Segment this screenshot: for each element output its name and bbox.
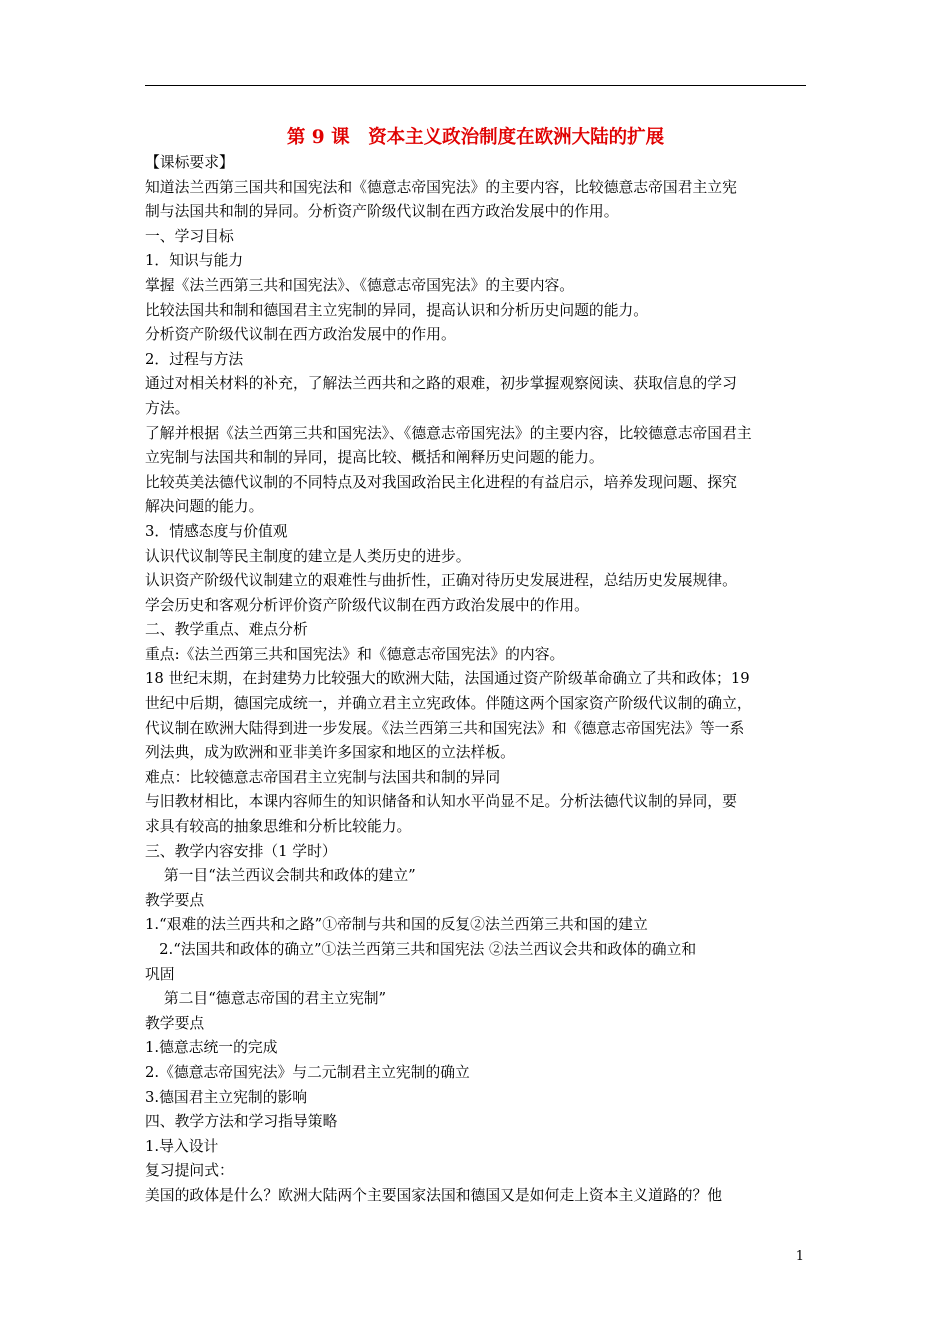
text-line: 认识资产阶级代议制建立的艰难性与曲折性，正确对待历史发展进程，总结历史发展规律。 [145, 572, 737, 590]
text-line: 比较英美法德代议制的不同特点及对我国政治民主化进程的有益启示，培养发现问题、探究 [145, 473, 737, 491]
text-line: 四、教学方法和学习指导策略 [145, 1113, 338, 1131]
text-line: 1．知识与能力 [145, 252, 244, 270]
text-line: 方法。 [145, 399, 190, 417]
text-line: 知道法兰西第三国共和国宪法和《德意志帝国宪法》的主要内容，比较德意志帝国君主立宪 [145, 178, 737, 196]
text-line: 2.“法国共和政体的确立”①法兰西第三共和国宪法 ②法兰西议会共和政体的确立和 [145, 941, 697, 958]
text-line: 了解并根据《法兰西第三共和国宪法》、《德意志帝国宪法》的主要内容，比较德意志帝国君主 [145, 424, 752, 442]
text-line: 复习提问式： [145, 1162, 234, 1180]
text-line: 世纪中后期，德国完成统一，并确立君主立宪政体。伴随这两个国家资产阶级代议制的确立， [145, 695, 752, 713]
text-line: 与旧教材相比，本课内容师生的知识储备和认知水平尚显不足。分析法德代议制的异同，要 [145, 793, 737, 811]
text-line: 列法典，成为欧洲和亚非美许多国家和地区的立法样板。 [145, 744, 515, 762]
text-line: 1.“艰难的法兰西共和之路”①帝制与共和国的反复②法兰西第三共和国的建立 [145, 916, 648, 934]
text-line: 认识代议制等民主制度的建立是人类历史的进步。 [145, 547, 471, 565]
text-line: 二、教学重点、难点分析 [145, 621, 308, 639]
text-line: 2.《德意志帝国宪法》与二元制君主立宪制的确立 [145, 1063, 470, 1081]
text-line: 3．情感态度与价值观 [145, 522, 288, 540]
text-line: 【课标要求】 [145, 154, 234, 171]
text-line: 2．过程与方法 [145, 350, 244, 368]
text-line: 第二目“德意志帝国的君主立宪制” [145, 990, 387, 1008]
page-number: 1 [795, 1249, 804, 1264]
text-line: 重点:《法兰西第三共和国宪法》和《德意志帝国宪法》的内容。 [145, 645, 565, 663]
header-rule [145, 85, 806, 86]
text-line: 一、学习目标 [145, 227, 234, 245]
text-line: 代议制在欧洲大陆得到进一步发展。《法兰西第三共和国宪法》和《德意志帝国宪法》等一系 [145, 719, 745, 737]
text-line: 巩固 [145, 965, 175, 983]
text-line: 掌握《法兰西第三共和国宪法》、《德意志帝国宪法》的主要内容。 [145, 276, 575, 294]
text-line: 制与法国共和制的异同。分析资产阶级代议制在西方政治发展中的作用。 [145, 203, 619, 221]
text-line: 1.德意志统一的完成 [145, 1039, 278, 1057]
text-line: 难点：比较德意志帝国君主立宪制与法国共和制的异同 [145, 768, 501, 786]
text-line: 解决问题的能力。 [145, 498, 264, 516]
text-line: 求具有较高的抽象思维和分析比较能力。 [145, 818, 412, 836]
text-line: 通过对相关材料的补充，了解法兰西共和之路的艰难，初步掌握观察阅读、获取信息的学习 [145, 375, 737, 393]
text-line: 立宪制与法国共和制的异同，提高比较、概括和阐释历史问题的能力。 [145, 449, 604, 467]
text-line: 三、教学内容安排（1 学时） [145, 842, 337, 860]
document-body [145, 151, 810, 1209]
lesson-title: 第 9 课 资本主义政治制度在欧洲大陆的扩展 [286, 127, 665, 148]
text-line: 3.德国君主立宪制的影响 [145, 1088, 308, 1106]
text-line: 分析资产阶级代议制在西方政治发展中的作用。 [145, 326, 456, 344]
text-line: 1.导入设计 [145, 1137, 219, 1155]
text-line: 美国的政体是什么？欧洲大陆两个主要国家法国和德国又是如何走上资本主义道路的？他 [145, 1186, 723, 1204]
text-line: 18 世纪末期，在封建势力比较强大的欧洲大陆，法国通过资产阶级革命确立了共和政体；19 [145, 670, 750, 688]
text-line: 第一目“法兰西议会制共和政体的建立” [145, 867, 416, 885]
text-line: 教学要点 [145, 1014, 205, 1032]
text-line: 学会历史和客观分析评价资产阶级代议制在西方政治发展中的作用。 [145, 596, 589, 614]
text-line: 教学要点 [145, 891, 205, 909]
text-line: 比较法国共和制和德国君主立宪制的异同，提高认识和分析历史问题的能力。 [145, 301, 649, 319]
